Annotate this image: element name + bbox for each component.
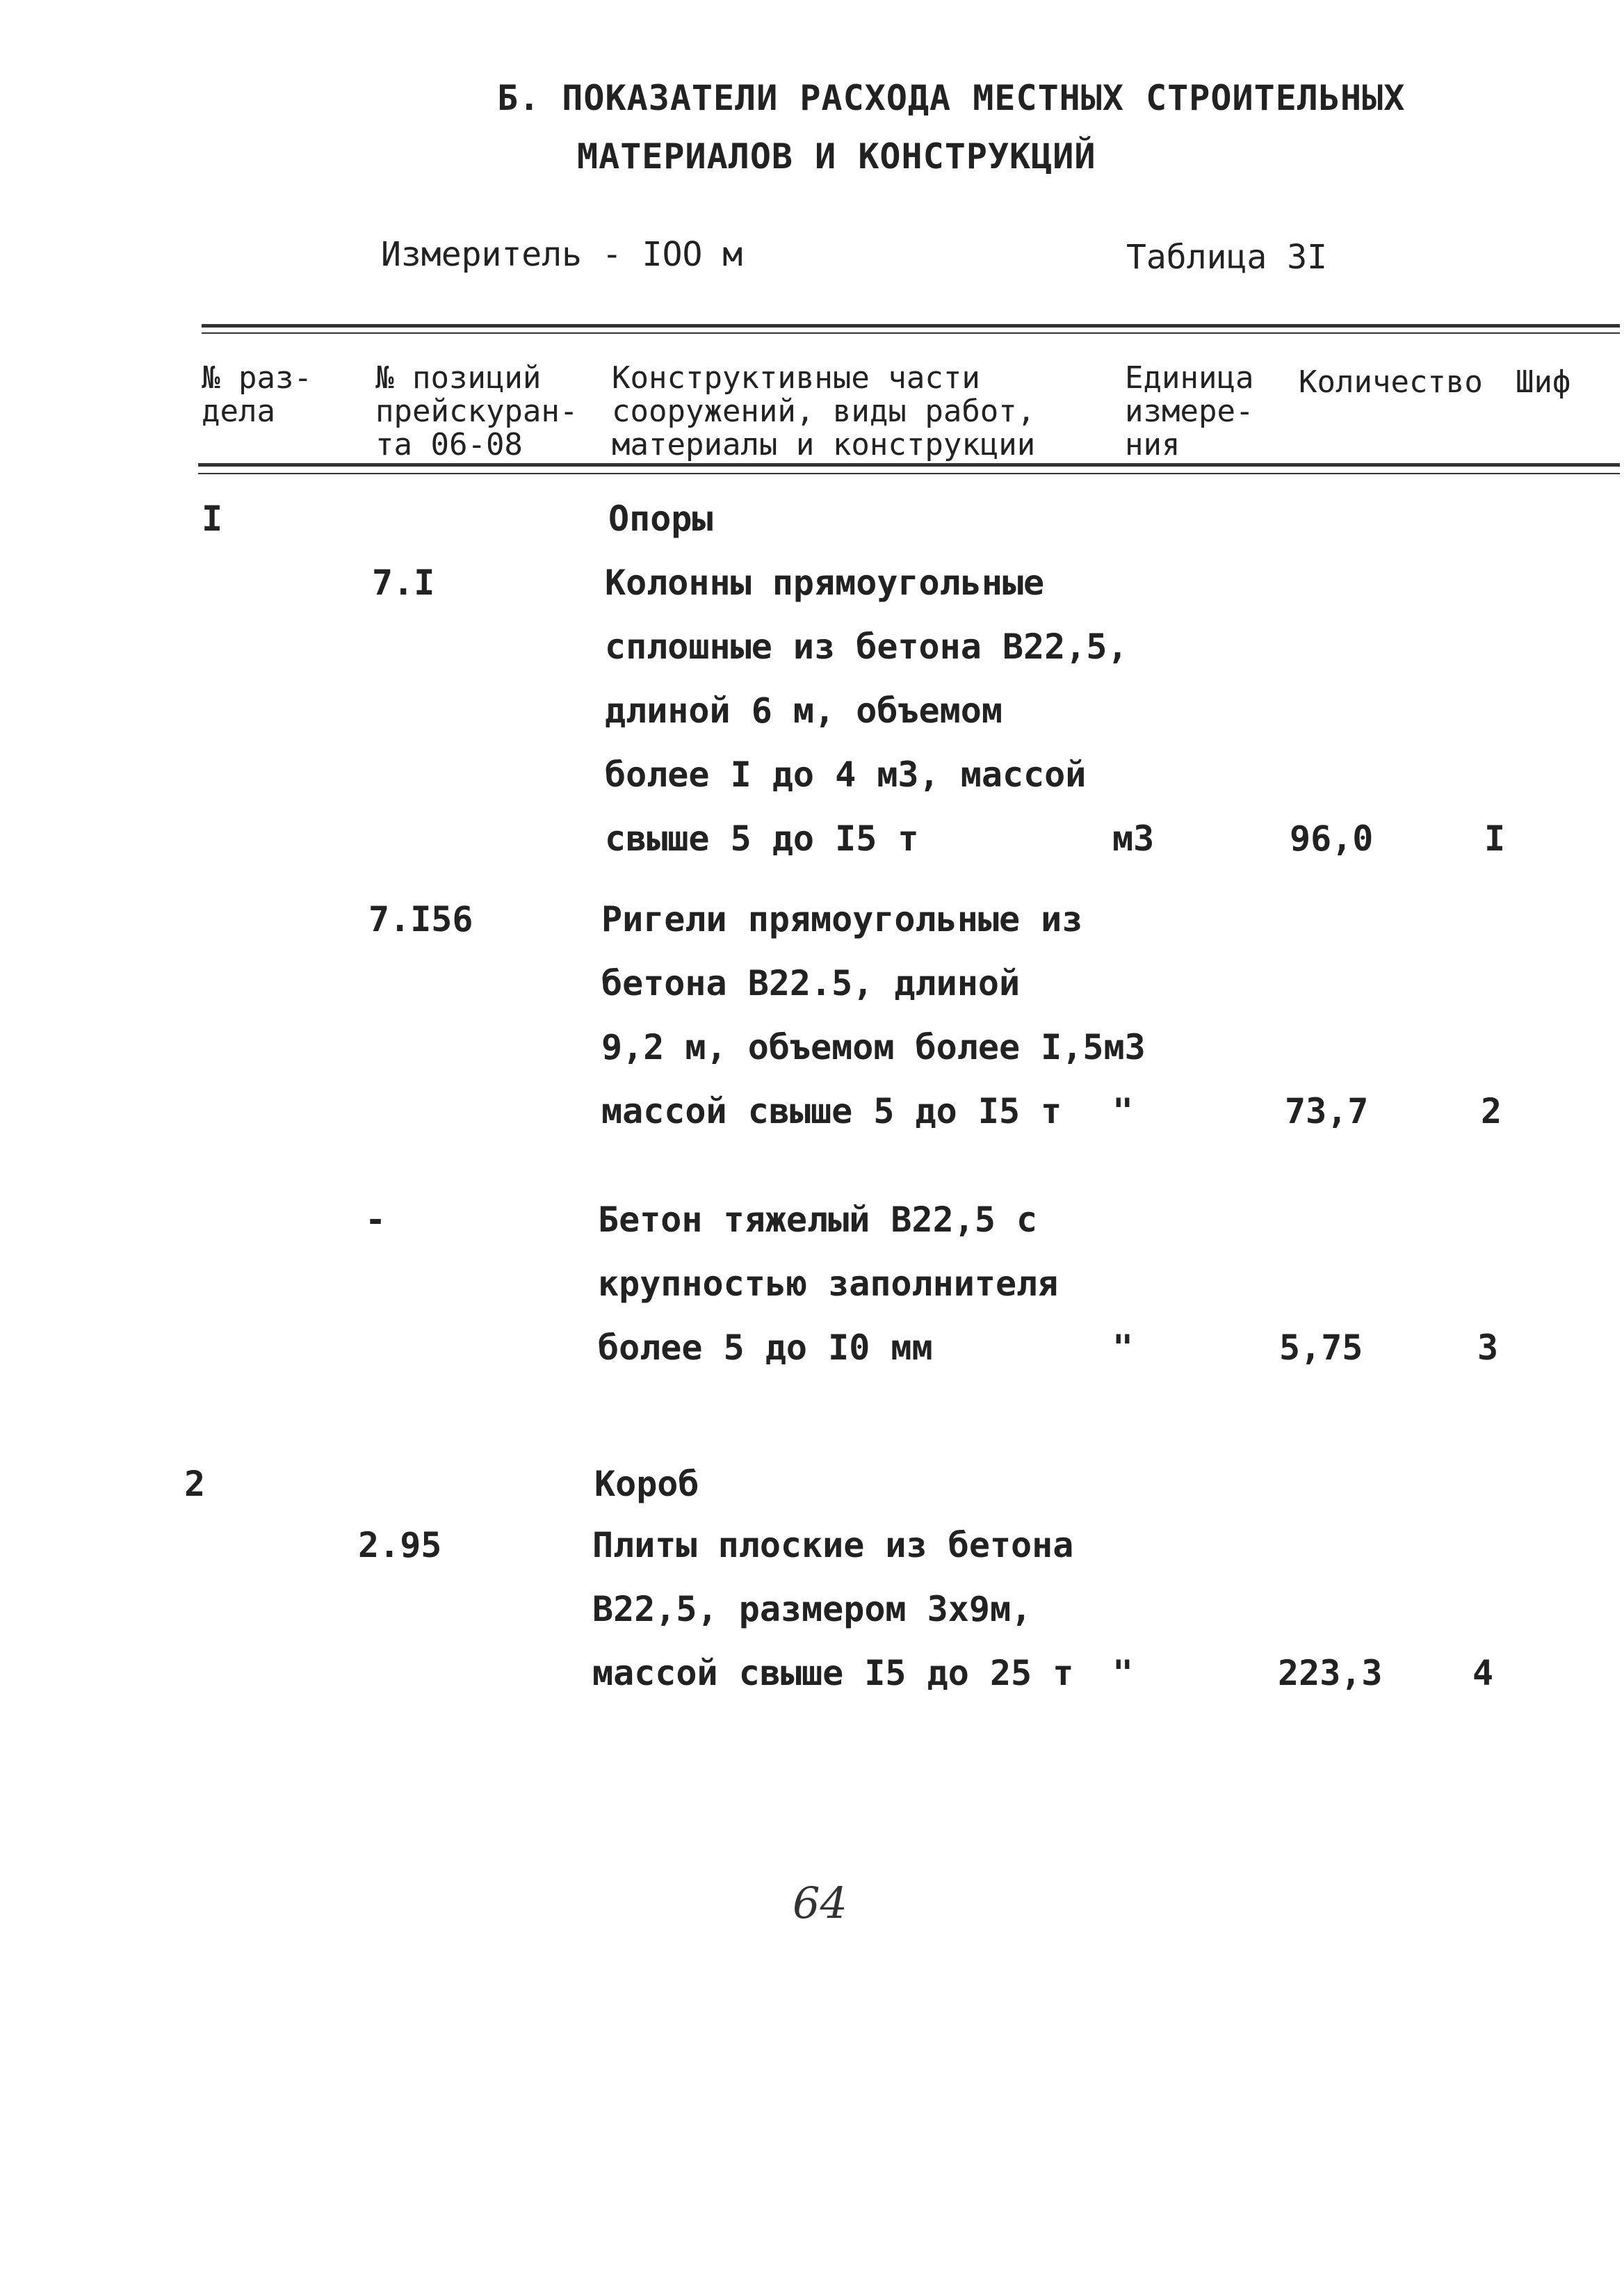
row-section: 2 [184,1464,206,1504]
row-unit: " [1112,1653,1134,1693]
row-code: 3 [1477,1327,1499,1368]
header-bottom-rule-thin [198,473,1620,474]
row-code: 2 [1481,1091,1502,1131]
row-quantity: 223,3 [1278,1653,1383,1693]
meter-label: Измеритель - IOO м [381,235,743,274]
table-top-rule [202,324,1620,328]
header-description: Конструктивные части сооружений, виды работ, материалы и конструкции [612,360,1036,462]
row-quantity: 5,75 [1279,1327,1363,1368]
row-position: 7.I56 [368,899,473,939]
header-bottom-rule [198,463,1620,467]
row-position: 2.95 [358,1525,442,1565]
row-description: Ригели прямоугольные из бетона B22.5, длиной 9,2 м, объемом более I,5м3 массой свыше 5 до I5 т [601,899,1146,1131]
header-section: № раз- дела [202,360,312,429]
row-code: I [1484,818,1506,859]
header-position: № позиций прейскуран- та 06-08 [375,360,578,462]
row-section: I [202,499,223,539]
header-quantity: Количество [1299,364,1483,400]
row-description: Бетон тяжелый B22,5 с крупностью заполнителя более 5 до I0 мм [598,1200,1059,1368]
header-unit: Единица измере- ния [1125,360,1254,462]
row-position: 7.I [372,563,435,603]
header-code: Шиф [1516,364,1571,400]
row-quantity: 96,0 [1290,818,1374,859]
row-description: Короб [594,1464,699,1504]
table-label: Таблица 3I [1126,238,1327,277]
row-unit: " [1112,1327,1134,1368]
row-position: - [365,1200,387,1240]
title-line-2: МАТЕРИАЛОВ И КОНСТРУКЦИЙ [577,136,1096,177]
row-description: Опоры [608,499,713,539]
row-description: Плиты плоские из бетона B22,5, размером 3х9м, массой свыше I5 до 25 т [592,1525,1074,1693]
title-line-1: Б. ПОКАЗАТЕЛИ РАСХОДА МЕСТНЫХ СТРОИТЕЛЬНЫХ [497,78,1406,118]
row-code: 4 [1472,1653,1494,1693]
table-top-rule-thin [202,332,1620,334]
row-unit: м3 [1112,818,1155,859]
row-quantity: 73,7 [1285,1091,1369,1131]
row-unit: " [1112,1091,1134,1131]
row-description: Колонны прямоугольные сплошные из бетона B22,5, длиной 6 м, объемом более I до 4 м3, массой свыше 5 до I5 т [605,563,1128,859]
page-number: 64 [793,1878,847,1928]
